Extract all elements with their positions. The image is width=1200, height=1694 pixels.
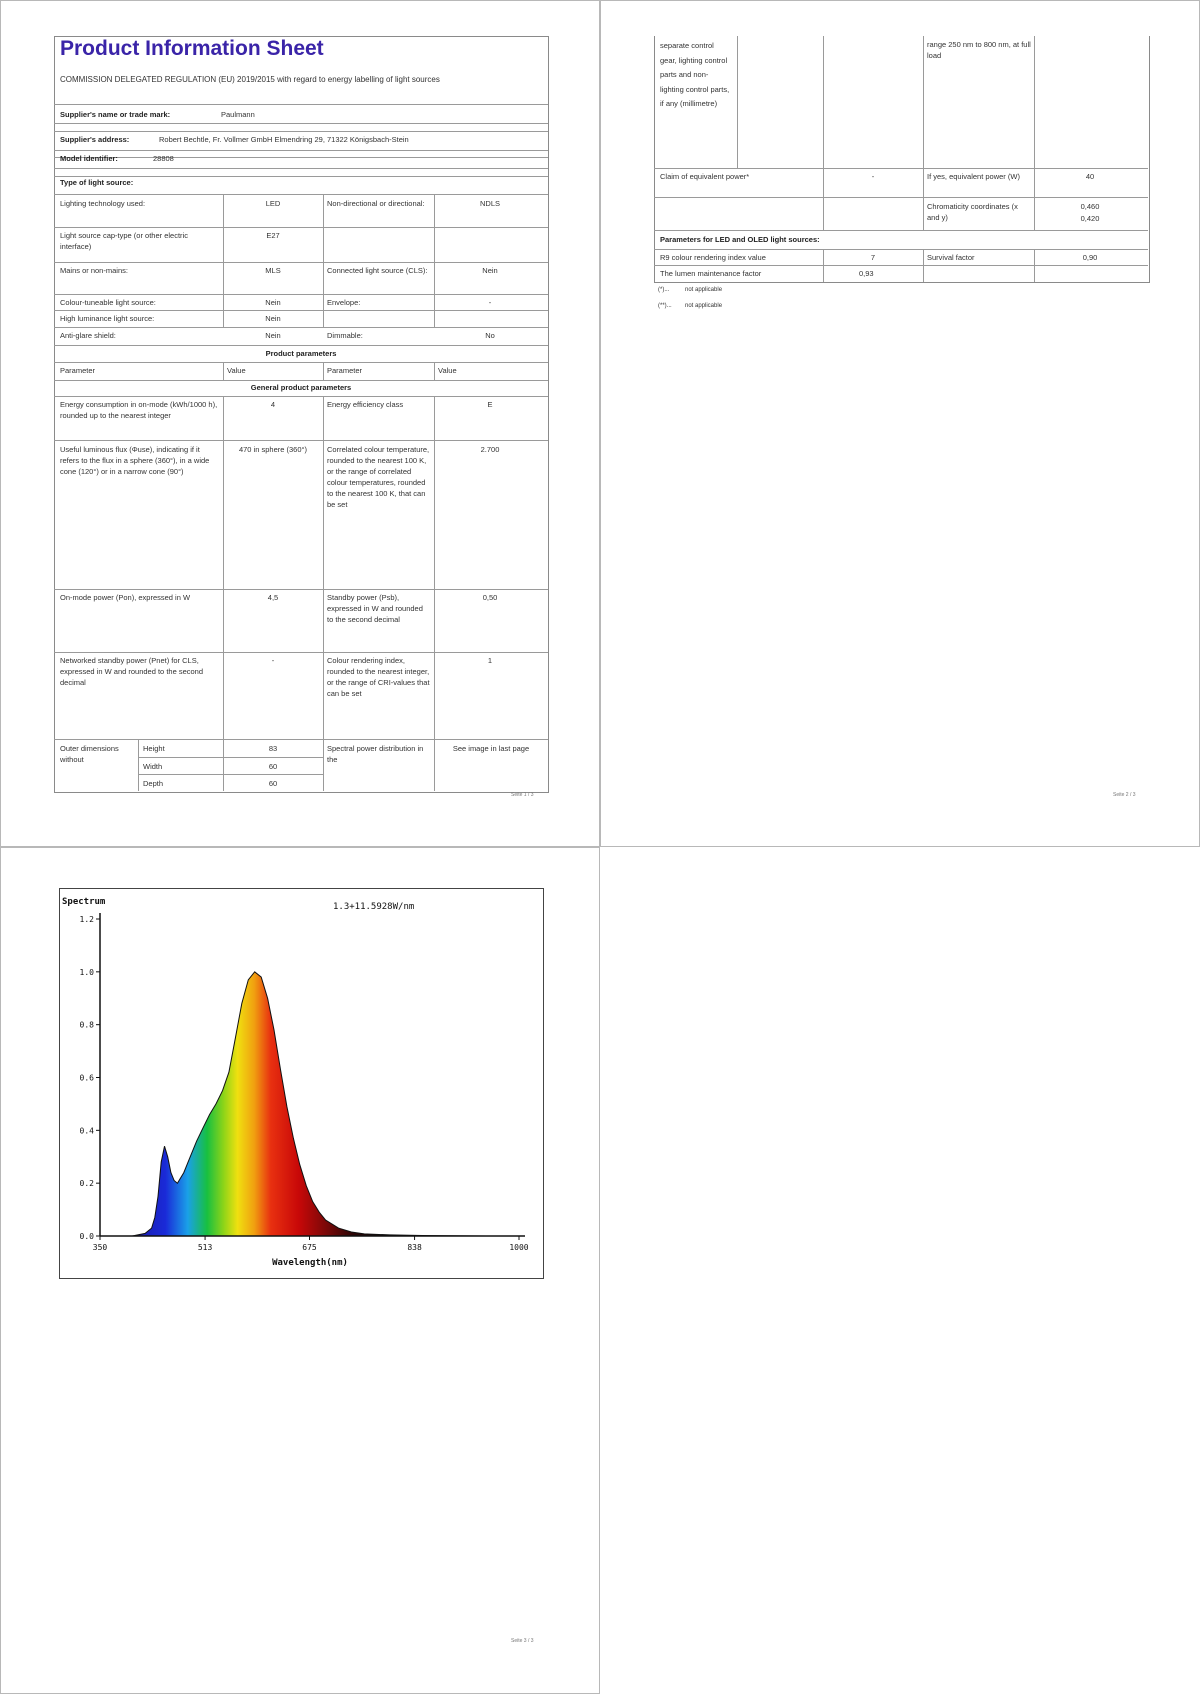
- colour-rendering-value: 1: [487, 656, 493, 665]
- type-row-1-label-2: Non-directional or directional:: [327, 199, 425, 208]
- chart-annotation: 1.3+11.5928W/nm: [333, 902, 415, 912]
- x-tick-label: 350: [92, 1243, 108, 1252]
- spectrum-chart: [59, 888, 544, 1279]
- y-tick-label: 0.2: [79, 1179, 94, 1189]
- type-row-6-label-2: Dimmable:: [327, 331, 363, 340]
- type-row-1-value: LED: [265, 199, 281, 208]
- regulation-subtitle: COMMISSION DELEGATED REGULATION (EU) 2019/2015 with regard to energy labelling of light sources: [60, 75, 440, 84]
- page-title: Product Information Sheet: [60, 37, 324, 60]
- x-tick-label: 838: [407, 1243, 422, 1252]
- dim-width-label: Width: [143, 762, 163, 771]
- type-row-6-value-2: No: [485, 331, 495, 340]
- dimensions-text-continued: separate control gear, lighting control parts and non-lighting control parts, if any (millimetre): [660, 41, 730, 108]
- colour-temperature-label: Correlated colour temperature, rounded to the nearest 100 K, or the range of correlated colour temperatures, rounded to the nearest 100 K, that can be set: [327, 445, 430, 509]
- r9-label: R9 colour rendering index value: [660, 253, 766, 262]
- type-row-2-label: Light source cap-type (or other electric interface): [60, 231, 188, 251]
- value-header-1: Value: [227, 366, 246, 375]
- footnote-1-text: not applicable: [685, 287, 723, 293]
- chromaticity-y: 0,420: [1080, 214, 1100, 223]
- type-row-4-value-2: -: [488, 298, 492, 307]
- type-row-6-label: Anti-glare shield:: [60, 331, 116, 340]
- page-number: Seite 2 / 3: [1113, 792, 1136, 798]
- page-number: Seite 1 / 3: [511, 792, 534, 798]
- type-row-5-label: High luminance light source:: [60, 314, 155, 323]
- footnote-1-mark: (*)...: [658, 287, 670, 293]
- lumen-maintenance-value: 0,93: [859, 269, 874, 278]
- dim-width-value: 60: [268, 762, 278, 771]
- r9-value: 7: [870, 253, 876, 262]
- param-header-2: Parameter: [327, 366, 363, 375]
- dim-depth-value: 60: [268, 779, 278, 788]
- colour-rendering-label: Colour rendering index, rounded to the nearest integer, or the range of CRI-values that can be set: [327, 656, 430, 698]
- claim-equivalent-power-value: -: [871, 172, 875, 181]
- luminous-flux-label: Useful luminous flux (Φuse), indicating if it refers to the flux in a sphere (360°), in a wide cone (120°) or in a narrow cone (90°): [60, 445, 210, 476]
- spectrum-chart-svg: [60, 889, 543, 1278]
- type-row-3-value: MLS: [265, 266, 281, 275]
- survival-factor-label: Survival factor: [927, 253, 975, 262]
- y-tick-label: 0.4: [79, 1126, 94, 1136]
- dim-height-value: 83: [268, 744, 278, 753]
- type-row-6-value: Nein: [265, 331, 281, 340]
- type-row-1-value-2: NDLS: [479, 199, 500, 208]
- colour-temperature-value: 2.700: [480, 445, 500, 454]
- supplier-name-label: Supplier's name or trade mark:: [60, 110, 171, 119]
- energy-class-label: Energy efficiency class: [327, 400, 404, 409]
- dim-height-label: Height: [143, 744, 165, 753]
- x-tick-label: 513: [197, 1243, 213, 1252]
- y-tick-label: 0.8: [79, 1020, 94, 1030]
- footnote-2-text: not applicable: [685, 303, 723, 309]
- lumen-maintenance-label: The lumen maintenance factor: [660, 269, 762, 278]
- supplier-address-label: Supplier's address:: [60, 135, 130, 144]
- standby-power-label: Standby power (Psb), expressed in W and rounded to the second decimal: [327, 593, 423, 624]
- model-identifier-value: 28808: [153, 154, 174, 163]
- type-row-4-label: Colour-tuneable light source:: [60, 298, 156, 307]
- claim-equivalent-power-label: Claim of equivalent power*: [660, 172, 750, 181]
- footnote-2-mark: (**)...: [658, 303, 672, 309]
- type-row-2-value: E27: [266, 231, 280, 240]
- y-tick-label: 0.6: [79, 1073, 94, 1083]
- energy-consumption-value: 4: [270, 400, 276, 409]
- type-row-4-label-2: Envelope:: [327, 298, 361, 307]
- y-tick-label: 0.0: [79, 1232, 94, 1241]
- general-parameters-heading: General product parameters: [250, 383, 352, 392]
- networked-standby-value: -: [271, 656, 275, 665]
- light-source-type-label: Type of light source:: [60, 178, 134, 187]
- x-tick-label: 1000: [509, 1243, 529, 1252]
- spectrum-area: [100, 972, 519, 1236]
- y-tick-label: 1.2: [79, 915, 94, 924]
- survival-factor-value: 0,90: [1082, 253, 1098, 262]
- type-row-3-label: Mains or non-mains:: [60, 266, 128, 275]
- document-page-1: [0, 0, 600, 847]
- energy-consumption-label: Energy consumption in on-mode (kWh/1000 h), rounded up to the nearest integer: [60, 400, 218, 420]
- x-axis-label: Wavelength(nm): [272, 1258, 348, 1268]
- value-header-2: Value: [438, 366, 457, 375]
- outer-dimensions-label: Outer dimensions without: [60, 744, 119, 764]
- document-page-2: [600, 0, 1200, 847]
- supplier-name-value: Paulmann: [221, 110, 255, 119]
- model-identifier-label: Model identifier:: [60, 154, 118, 163]
- page-number: Seite 3 / 3: [511, 1638, 534, 1644]
- dim-depth-label: Depth: [143, 779, 164, 788]
- chart-title: Spectrum: [62, 897, 106, 907]
- standby-power-value: 0,50: [482, 593, 498, 602]
- on-mode-power-label: On-mode power (Pon), expressed in W: [60, 593, 191, 602]
- param-header-1: Parameter: [60, 366, 96, 375]
- led-parameters-heading: Parameters for LED and OLED light sources:: [660, 235, 820, 244]
- networked-standby-label: Networked standby power (Pnet) for CLS, expressed in W and rounded to the second decimal: [60, 656, 204, 687]
- equivalent-power-value: 40: [1085, 172, 1095, 181]
- x-tick-label: 675: [302, 1243, 317, 1252]
- product-parameters-heading: Product parameters: [265, 349, 337, 358]
- chromaticity-label: Chromaticity coordinates (x and y): [927, 202, 1018, 222]
- y-tick-label: 1.0: [79, 967, 94, 977]
- type-row-4-value: Nein: [265, 298, 281, 307]
- supplier-address-value: Robert Bechtle, Fr. Vollmer GmbH Elmendring 29, 71322 Königsbach-Stein: [159, 135, 409, 144]
- equivalent-power-label: If yes, equivalent power (W): [927, 172, 1020, 181]
- on-mode-power-value: 4,5: [267, 593, 279, 602]
- type-row-5-value: Nein: [265, 314, 281, 323]
- chromaticity-x: 0,460: [1080, 202, 1100, 211]
- energy-class-value: E: [487, 400, 493, 409]
- spectral-distribution-label: Spectral power distribution in the: [327, 744, 424, 764]
- spectral-distribution-value: See image in last page: [452, 744, 530, 753]
- spectral-range-text: range 250 nm to 800 nm, at full load: [927, 40, 1031, 60]
- luminous-flux-value: 470 in sphere (360°): [238, 445, 308, 454]
- type-row-3-label-2: Connected light source (CLS):: [327, 266, 428, 275]
- type-row-1-label: Lighting technology used:: [60, 199, 146, 208]
- type-row-3-value-2: Nein: [482, 266, 498, 275]
